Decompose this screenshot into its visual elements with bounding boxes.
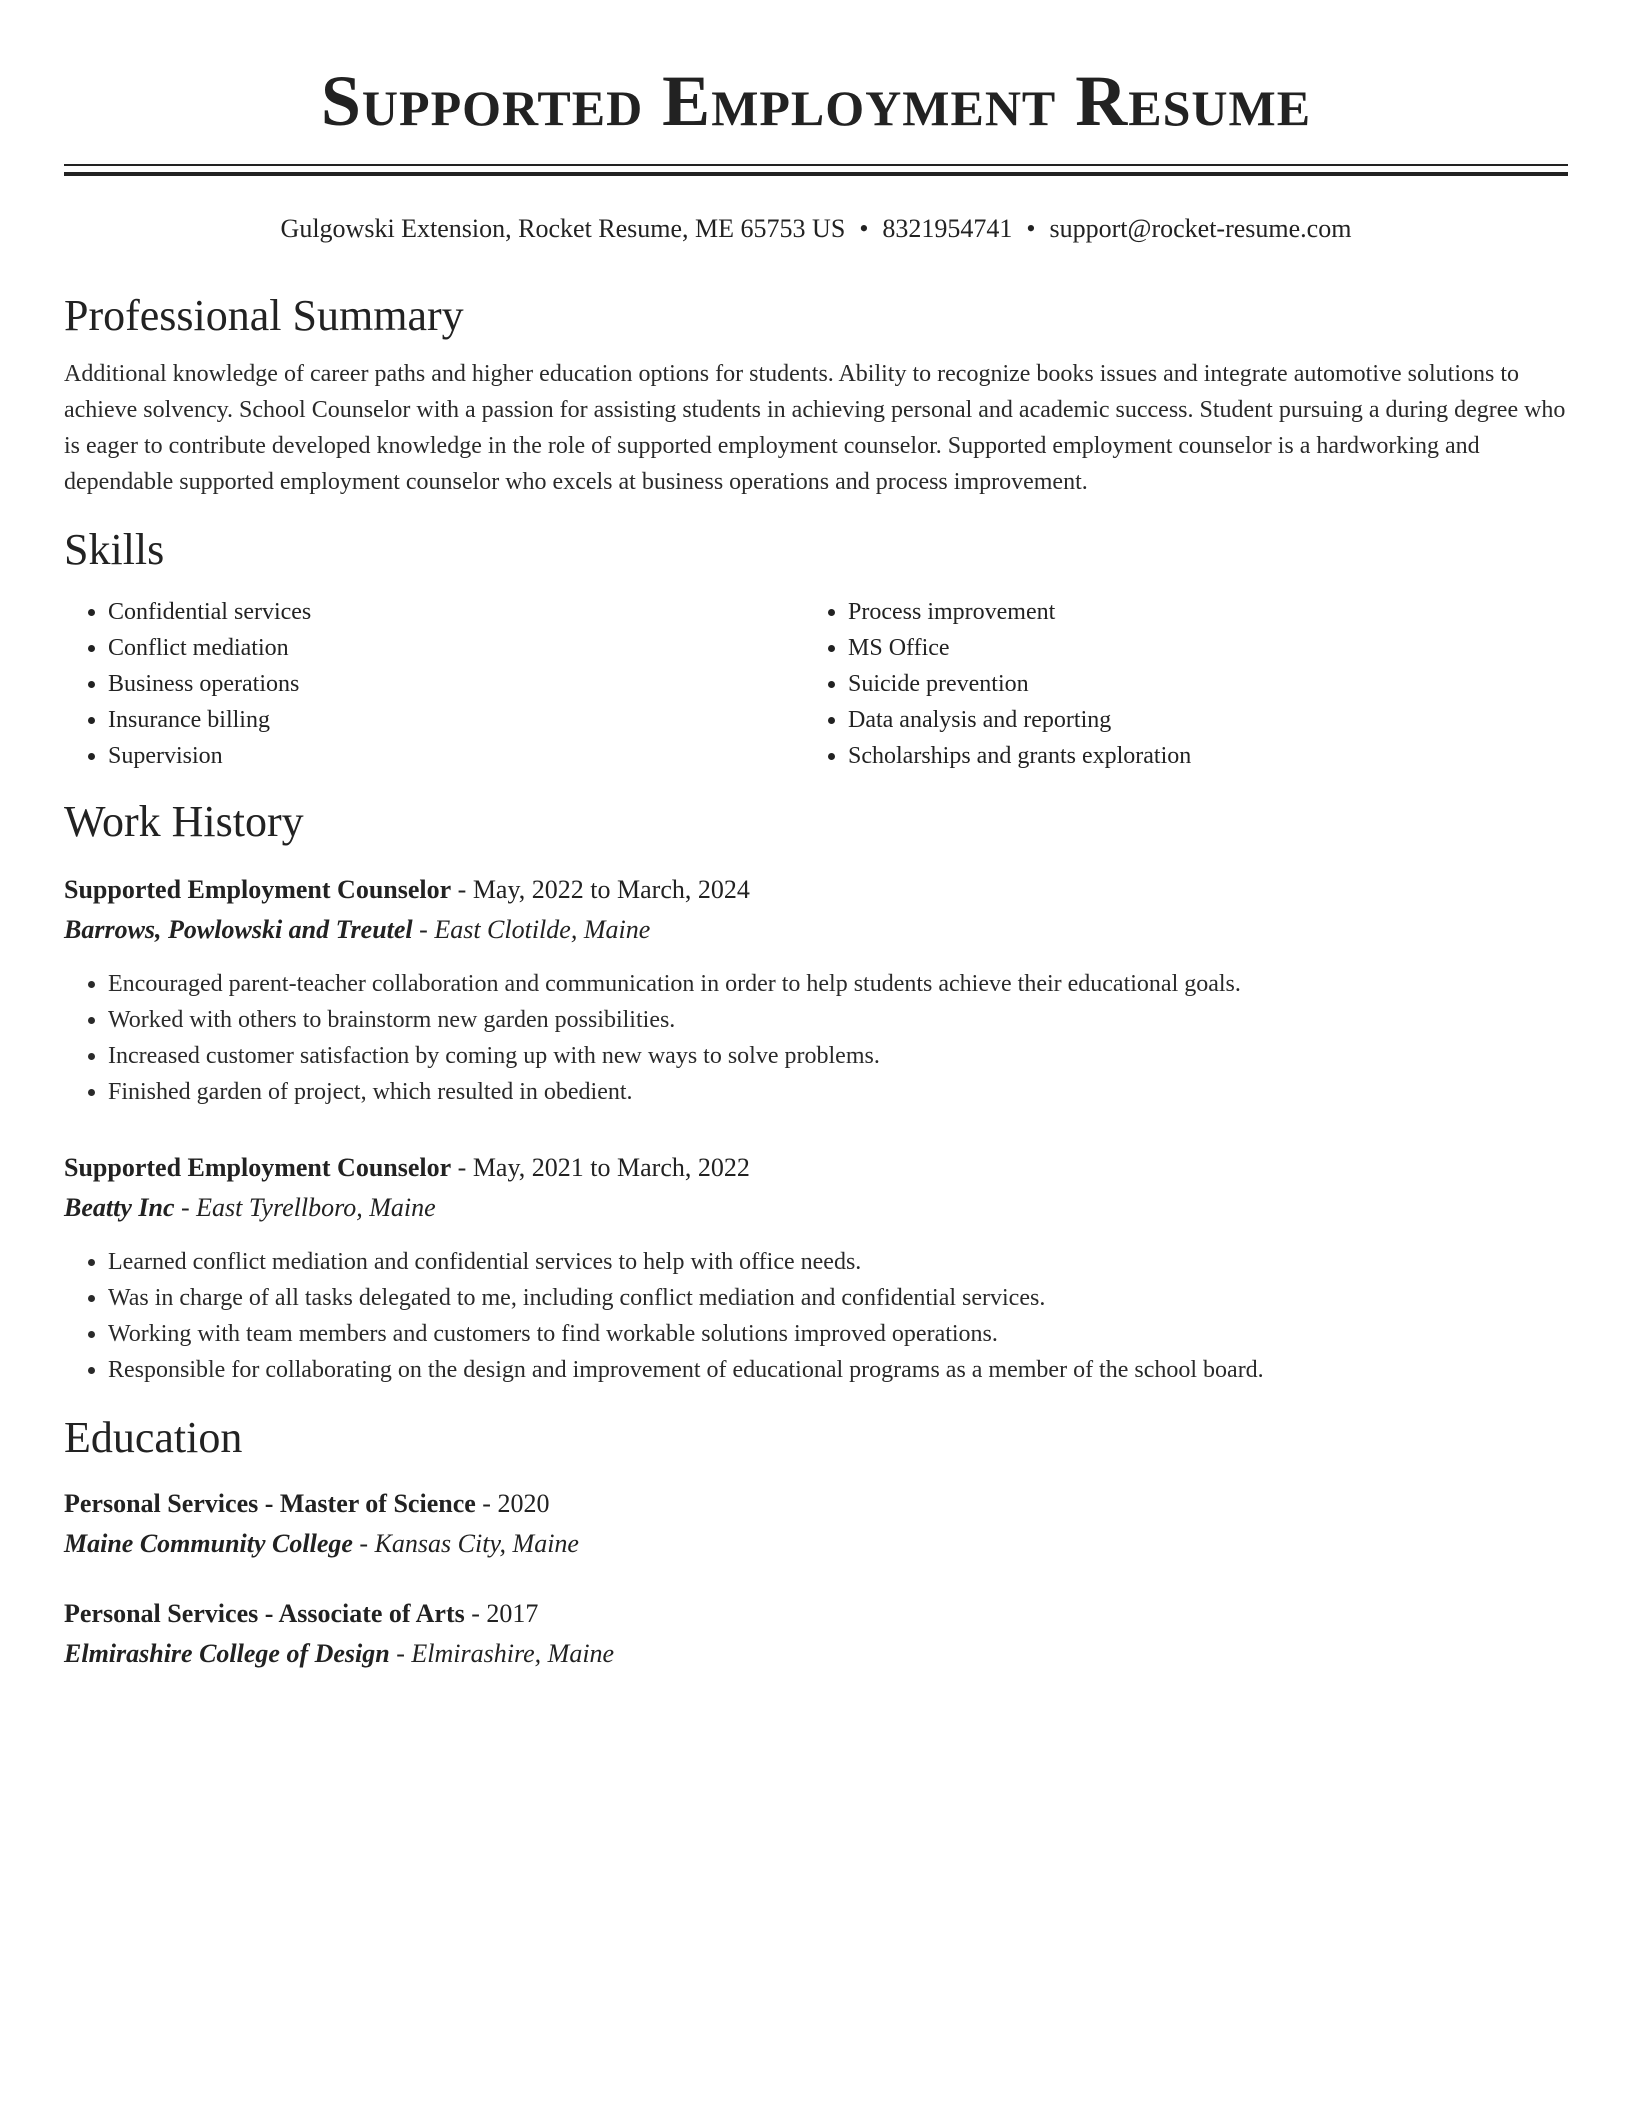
education-school-line	[64, 1634, 1568, 1674]
section-title-education: Education	[64, 1413, 243, 1462]
list-item: • Worked with others to brainstorm new garden possibilities.	[108, 1002, 1568, 1038]
education-degree: Personal Services - Master of Science	[64, 1489, 476, 1518]
skill-item: • Insurance billing	[108, 702, 804, 738]
skill-item: • MS Office	[848, 630, 1544, 666]
list-item: • Responsible for collaborating on the design and improvement of educational programs as a member of the school board.	[108, 1352, 1568, 1388]
summary-text: Additional knowledge of career paths and higher education options for students. Ability to recognize books issues and integrate automotive solutions to achieve solvency. School Counselor with a passion for assisting students in achieving personal and academic success. Student pursuing a during degree who is eager to contribute developed knowledge in the role of supported employment counselor. Supported employment counselor is a hardworking and dependable supported employment counselor who excels at business operations and process improvement.	[64, 361, 1566, 495]
education-location: - Elmirashire, Maine	[389, 1639, 615, 1668]
education-header	[64, 1594, 1568, 1634]
contact-line	[64, 212, 1568, 246]
section-title-skills: Skills	[64, 525, 165, 574]
job-company-line	[64, 910, 1568, 950]
education-school-line	[64, 1524, 1568, 1564]
skill-item: • Process improvement	[848, 594, 1544, 630]
job-company: Barrows, Powlowski and Treutel	[64, 915, 413, 944]
job-company-line	[64, 1188, 1568, 1228]
education-entry	[64, 1484, 1568, 1564]
job-entry	[64, 1148, 1568, 1388]
list-item: • Increased customer satisfaction by coming up with new ways to solve problems.	[108, 1038, 1568, 1074]
skills-column-left	[64, 594, 804, 774]
education-school: Elmirashire College of Design	[64, 1639, 390, 1668]
contact-separator: •	[1026, 214, 1036, 243]
education-school: Maine Community College	[64, 1529, 353, 1558]
job-role: Supported Employment Counselor	[64, 875, 452, 904]
education-header	[64, 1484, 1568, 1524]
job-entry	[64, 870, 1568, 1110]
skill-item: • Data analysis and reporting	[848, 702, 1544, 738]
page-title: Supported Employment Resume	[320, 61, 1312, 141]
education-year: - 2017	[464, 1599, 539, 1628]
job-location: - East Clotilde, Maine	[412, 915, 651, 944]
education-entry	[64, 1594, 1568, 1674]
section-title-summary: Professional Summary	[64, 291, 464, 340]
job-dates: - May, 2021 to March, 2022	[451, 1153, 750, 1182]
contact-address: Gulgowski Extension, Rocket Resume, ME 65753 US	[280, 214, 846, 243]
list-item: • Working with team members and customers to find workable solutions improved operations.	[108, 1316, 1568, 1352]
contact-separator: •	[859, 214, 869, 243]
job-location: - East Tyrellboro, Maine	[174, 1193, 436, 1222]
list-item: • Encouraged parent-teacher collaboration and communication in order to help students achieve their educational goals.	[108, 966, 1568, 1002]
section-title-work-history: Work History	[64, 797, 304, 846]
job-bullets	[64, 966, 1568, 1110]
list-item: • Finished garden of project, which resulted in obedient.	[108, 1074, 1568, 1110]
job-dates: - May, 2022 to March, 2024	[451, 875, 750, 904]
education-location: - Kansas City, Maine	[352, 1529, 579, 1558]
skill-item: • Business operations	[108, 666, 804, 702]
list-item: • Learned conflict mediation and confidential services to help with office needs.	[108, 1244, 1568, 1280]
contact-email: support@rocket-resume.com	[1049, 214, 1352, 243]
job-company: Beatty Inc	[64, 1193, 175, 1222]
skills-column-right	[804, 594, 1544, 774]
skill-item: • Scholarships and grants exploration	[848, 738, 1544, 774]
skill-item: • Suicide prevention	[848, 666, 1544, 702]
job-header	[64, 1148, 1568, 1188]
skill-item: • Conflict mediation	[108, 630, 804, 666]
education-degree: Personal Services - Associate of Arts	[64, 1599, 465, 1628]
list-item: • Was in charge of all tasks delegated to me, including conflict mediation and confidential services.	[108, 1280, 1568, 1316]
skill-item: • Confidential services	[108, 594, 804, 630]
skills-list	[64, 594, 1568, 774]
job-role: Supported Employment Counselor	[64, 1153, 452, 1182]
title-divider	[64, 164, 1568, 176]
job-bullets	[64, 1244, 1568, 1388]
contact-phone: 8321954741	[882, 214, 1013, 243]
job-header	[64, 870, 1568, 910]
skill-item: • Supervision	[108, 738, 804, 774]
education-year: - 2020	[475, 1489, 550, 1518]
